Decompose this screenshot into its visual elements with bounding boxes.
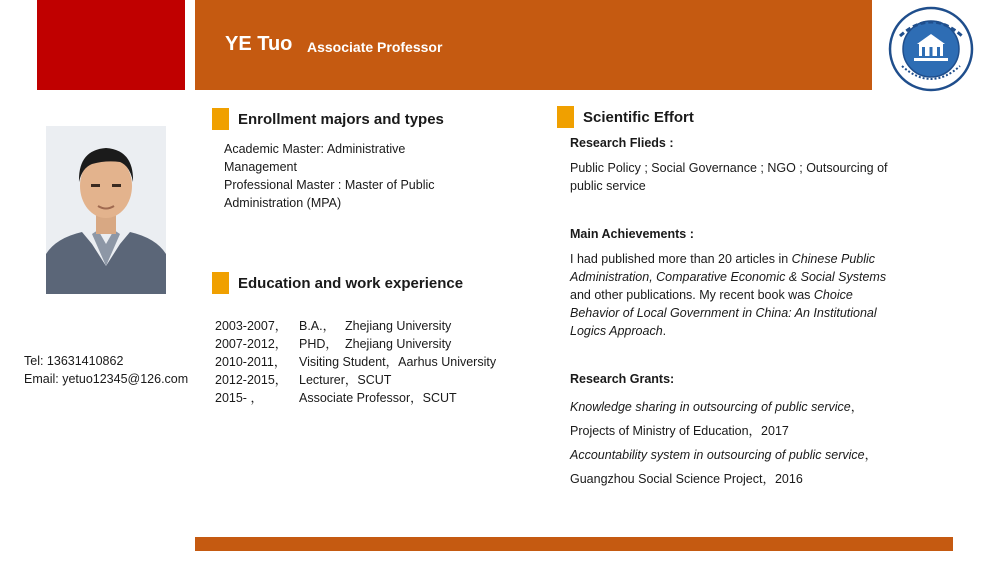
enrollment-line: Administration (MPA) (224, 196, 342, 210)
university-seal-icon (888, 6, 974, 92)
edu-place: Zhejiang University (345, 337, 452, 351)
achievements-text-part: . (662, 324, 667, 338)
section-marker (212, 108, 229, 130)
edu-degree: Visiting Student，Aarhus University (299, 355, 497, 369)
edu-degree: B.A.， (299, 319, 336, 333)
book-title: Choice (813, 288, 853, 302)
achievements-line (570, 322, 886, 340)
contact-phone: Tel: 13631410862 (24, 354, 124, 368)
achievements-text-part: I had published more than 20 articles in (570, 252, 792, 266)
book-title: Logics Approach (570, 324, 663, 338)
achievements-text (570, 250, 886, 340)
grant-separator: ， (850, 400, 864, 414)
achievements-line (570, 250, 886, 268)
enrollment-text (224, 140, 435, 212)
journal-title: Chinese Public (791, 252, 876, 266)
person-role: Associate Professor (307, 39, 443, 55)
footer-bar (195, 537, 953, 551)
grant-source: Projects of Ministry of Education，2017 (570, 424, 789, 438)
education-row (215, 335, 496, 353)
achievements-line (570, 286, 886, 304)
achievements-heading: Main Achievements : (570, 227, 694, 241)
enrollment-line: Professional Master : Master of Public (224, 178, 435, 192)
edu-years: 2012-2015， (215, 373, 288, 387)
enrollment-line: Management (224, 160, 297, 174)
grant-source: Guangzhou Social Science Project，2016 (570, 472, 803, 486)
book-title: Behavior of Local Government in China: An Institutional (570, 306, 877, 320)
edu-years: 2010-2011， (215, 355, 287, 369)
fields-line: Public Policy ; Social Governance ; NGO ; Outsourcing of (570, 161, 888, 175)
person-name: YE Tuo (225, 33, 293, 55)
achievements-text-part: and other publications. My recent book was (570, 288, 814, 302)
grant-title: Accountability system in outsourcing of public service (570, 448, 865, 462)
education-row (215, 371, 496, 389)
grant-title-line (570, 443, 877, 467)
edu-years: 2015- ， (215, 391, 263, 405)
research-fields-heading: Research Flieds : (570, 136, 674, 150)
edu-degree: Lecturer，SCUT (299, 373, 392, 387)
contact-email[interactable]: Email: yetuo12345@126.com (24, 372, 189, 386)
enrollment-title: Enrollment majors and types (238, 111, 444, 128)
header-bar (195, 0, 872, 90)
grant-title: Knowledge sharing in outsourcing of public service (570, 400, 851, 414)
education-row (215, 353, 496, 371)
grant-title-line (570, 395, 877, 419)
edu-place: Zhejiang University (345, 319, 452, 333)
grants-list (570, 395, 877, 491)
achievements-line (570, 268, 886, 286)
edu-degree: Associate Professor，SCUT (299, 391, 457, 405)
achievements-line (570, 304, 886, 322)
edu-years: 2007-2012， (215, 337, 288, 351)
education-title: Education and work experience (238, 275, 464, 292)
profile-photo (46, 126, 166, 294)
section-marker (557, 106, 574, 128)
grant-separator: ， (864, 448, 878, 462)
education-list (215, 317, 496, 407)
edu-degree: PHD， (299, 337, 338, 351)
education-row (215, 317, 496, 335)
scientific-title: Scientific Effort (583, 109, 694, 126)
enrollment-line: Academic Master: Administrative (224, 142, 406, 156)
section-marker (212, 272, 229, 294)
header-red-block (37, 0, 185, 90)
fields-line: public service (570, 179, 646, 193)
education-row (215, 389, 496, 407)
edu-years: 2003-2007， (215, 319, 288, 333)
research-fields-text (570, 159, 888, 195)
grants-heading: Research Grants: (570, 372, 675, 386)
journal-title: Administration, Comparative Economic & Social Systems (570, 270, 887, 284)
